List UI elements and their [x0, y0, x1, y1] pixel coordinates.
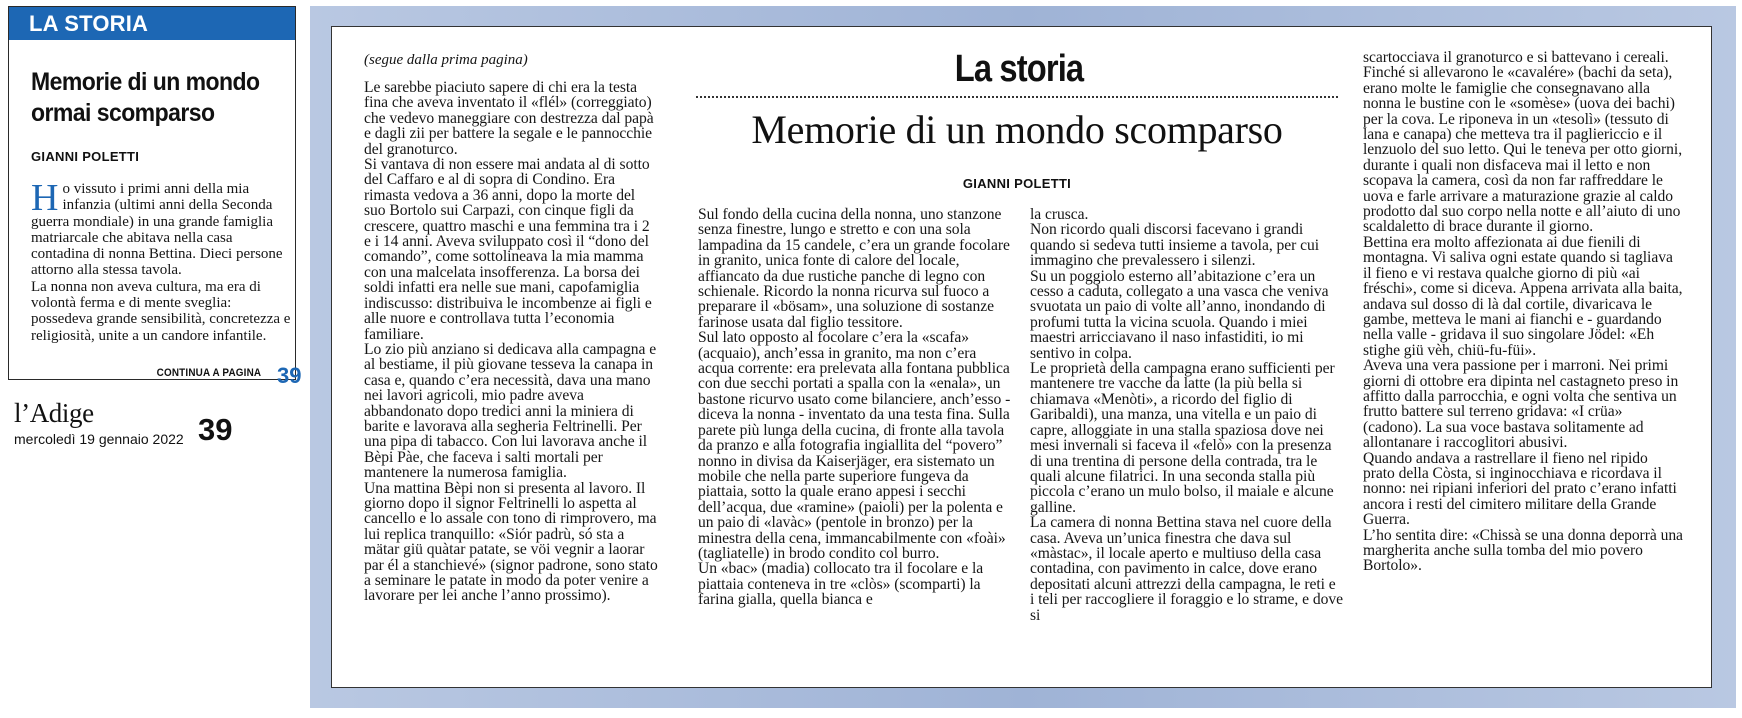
teaser-author: GIANNI POLETTI [31, 149, 140, 164]
paragraph: Quando andava a rastrellare il fieno nel ripido prato della Còsta, si inginocchiava e ricordava il nonno: nei ripiani inferiori del prato c’erano infatti ancora i resti del cimitero militare della Grande Guerra. [1363, 449, 1677, 529]
teaser-body [31, 177, 293, 344]
article-column-4 [1363, 50, 1683, 574]
paragraph: L’ho sentita dire: «Chissà se una donna deporrà una margherita anche sulla tomba del mio povero Bortolo». [1363, 526, 1683, 575]
paragraph: Lo zio più anziano si dedicava alla campagna e al bestiame, il più giovane tesseva la canapa in casa e, quando c’era necessità, dava una mano nei lavori agricoli, mio padre aveva abbandonato dopo tredici anni la miniera di barite e lavorava alla segheria Feltrinelli. Per una pipa di tabacco. Con lui lavorava anche il Bèpi Pàe, che faceva i salti mortali per mantenere la numerosa famiglia. [364, 340, 657, 482]
paragraph: la crusca. [1030, 206, 1089, 223]
paragraph: Sul lato opposto al focolare c’era la «scafa» (acquaio), anch’essa in granito, ma non c’era acqua corrente: era prelevata alla fontana pubblica con due secchi portati a spalla con la «enala», un bastone ricurvo usato come bilanciere, anch’esso - diceva la nonna - inventato da una testa fina. Sulla parete più lunga della cucina, di fronte alla tavola da pranzo e alla fotografia ingiallita del “povero” nonno in divisa da Kaiserjäger, era sistemato un mobile che nella parte superiore fungeva da piattaia, sotto la quale erano appesi i secchi dell’acqua, due «ramine» (paioli) per la polenta e un paio di «lavàc» (pentole in bronzo) per la minestra della cena, immancabilmente con «foài» (tagliatelle) in brodo condito col burro. [698, 329, 1011, 562]
newspaper-name: l’Adige [14, 398, 94, 428]
front-teaser-box [8, 6, 302, 388]
article-title: Memorie di un mondo scomparso [751, 107, 1283, 152]
paragraph: La camera di nonna Bettina stava nel cuore della casa. Aveva un’unica finestra che dava sul «màstac», il locale aperto e multiuso della casa contadina, con pavimento in calce, dove erano depositati alcuni attrezzi della campagna, le reti e i teli per raccogliere il foraggio e lo strame, e dove si [1030, 514, 1343, 624]
paragraph: Le sarebbe piaciuto sapere di chi era la testa fina che aveva inventato il «flél» (correggiato) che vedevo maneggiare con destrezza dal papà e dagli zii per battere la segale e le pannocchie del granoturco. [364, 79, 654, 158]
paragraph: Le proprietà della campagna erano sufficienti per mantenere tre vacche da latte (la più bella si chiamava «Menòti», a ricordo del figlio di Garibaldi), una manza, una vitella e un paio di capre, alloggiate in una stalla spaziosa dove nei mesi invernali si faceva il «felò» con la presenza di una trentina di persone della contrada, tra le quali alcune filatrici. In una seconda stalla più piccola c’erano un mulo bolso, il maiale e alcune galline. [1030, 360, 1335, 516]
article-author: GIANNI POLETTI [962, 176, 1072, 191]
continue-label: CONTINUA A PAGINA [156, 367, 261, 379]
paragraph: Un «bac» (madia) collocato tra il focolare e la piattaia conteneva in tre «clòs» (scomparti) la farina gialla, quella bianca e [698, 560, 984, 609]
page-number: 39 [198, 412, 233, 447]
paragraph: scartocciava il granoturco e si battevano i cereali. [1363, 49, 1669, 66]
section-label: LA STORIA [9, 7, 295, 40]
paragraph: Una mattina Bèpi non si presenta al lavoro. Il giorno dopo il signor Feltrinelli lo aspetta al cancello e lo assale con tono di rimprovero, ma lui replica tranquillo: «Siór padrù, só sta a mätar giü quàtar patate, se vöi vegnir a laorar par él a stanchievé» (signor padrone, sono stato a seminare le patate in modo da poter venire a lavorare per lei anche l’anno prossimo). [364, 479, 658, 605]
issue-date: mercoledì 19 gennaio 2022 [14, 431, 184, 447]
paragraph: Finché si allevarono le «cavalére» (bachi da seta), erano molte le famiglie che consegnavano alla nonna le bustine con le «somèse» (uova dei bachi) per la cova. Le riponeva in un «tesolì» (tessuto di lana e canapa) che metteva tra il pagliericcio e il lenzuolo del suo letto. Qui le teneva per otto giorni, durante i quali non disfaceva mai il letto e non scopava la camera, così da non far raffreddare le uova e farle arrivare a maturazione grazie al caldo prodotto dal suo corpo nella notte e all’aiuto di uno scaldaletto di brace durante il giorno. [1363, 64, 1683, 236]
teaser-text: o vissuto i primi anni della mia infanzia (ultimi anni della Seconda guerra mondiale) in una grande famiglia matriarcale che abitava nella casa contadina di nonna Bettina. Dieci persone attorno alla stessa tavola. [31, 181, 283, 279]
title-divider [696, 96, 1338, 98]
paragraph: Aveva una vera passione per i marroni. Nei primi giorni di ottobre era dipinta nel castagneto preso in affitto dalla parrocchia, e ogni volta che sentiva un frutto battere sul terreno gridava: «I crüa» (cadono). La sua voce bastava solitamente ad allontanare i raccoglitori abusivi. [1363, 357, 1679, 452]
drop-cap: H [31, 177, 59, 219]
continue-page-link[interactable]: 39 [277, 363, 302, 388]
teaser-paragraph [31, 177, 293, 279]
paragraph: Su un poggiolo esterno all’abitazione c’era un cesso a caduta, collegato a una vasca che veniva svuotata un paio di volte all’anno, inondando di profumi tutta la vicina scuola. Quando i miei maestri arricciavano il naso infastiditi, io mi sentivo in colpa. [1030, 267, 1329, 362]
paragraph: Si vantava di non essere mai andata al di sotto del Caffaro e al di sopra di Condino. Era rimasta vedova a 36 anni, dopo la morte del suo Bortolo sui Carpazi, con cinque figli da crescere, quattro maschi e una femmina tra i 2 e i 14 anni. Aveva sviluppato così il “dono del comando”, come sottolineava la mia mamma con una malcelata insofferenza. La borsa dei soldi infatti era nelle sue mani, capofamiglia indiscusso: distribuiva le incombenze ai figli e alle nuore e controllava tutta l’economia familiare. [364, 156, 652, 343]
article-column-3 [1030, 207, 1343, 623]
paragraph: Sul fondo della cucina della nonna, uno stanzone senza finestre, lungo e stretto e con una sola lampadina da 15 candele, c’era un grande focolare in granito, unica fonte di calore del locale, affiancato da due rustiche panche di legno con schienale. Ricordo la nonna ricurva sul fuoco a preparare il «bösam», una soluzione di sostanze farinose usata dal figlio tessitore. [698, 206, 1010, 331]
paragraph: Bettina era molto affezionata ai due fienili di montagna. Vi saliva ogni estate quando si tagliava il fieno e vi restava qualche giorno di più «ai fréschi», come si diceva. Appena arrivata alla baita, andava sul dosso di là dal cortile, divaricava le gambe, metteva le mani ai fianchi e - guardando nella valle - gridava il suo singolare Jödel: «Eh stighe giü vèh, chiü-fu-füi». [1363, 233, 1683, 359]
paragraph: Non ricordo quali discorsi facevano i grandi quando si sedeva tutti insieme a tavola, per cui immagino che prevalessero i silenzi. [1030, 221, 1320, 270]
teaser-paragraph: La nonna non aveva cultura, ma era di volontà ferma e di mente sveglia: possedeva grande sensibilità, concretezza e religiosità, unite a un candore infantile. [31, 278, 291, 344]
article-column-1 [364, 80, 660, 604]
article-column-2 [698, 207, 1013, 608]
teaser-title: Memorie di un mondo ormai scomparso [31, 68, 260, 127]
section-title: La storia [954, 48, 1084, 90]
article-kicker: (segue dalla prima pagina) [364, 52, 528, 68]
